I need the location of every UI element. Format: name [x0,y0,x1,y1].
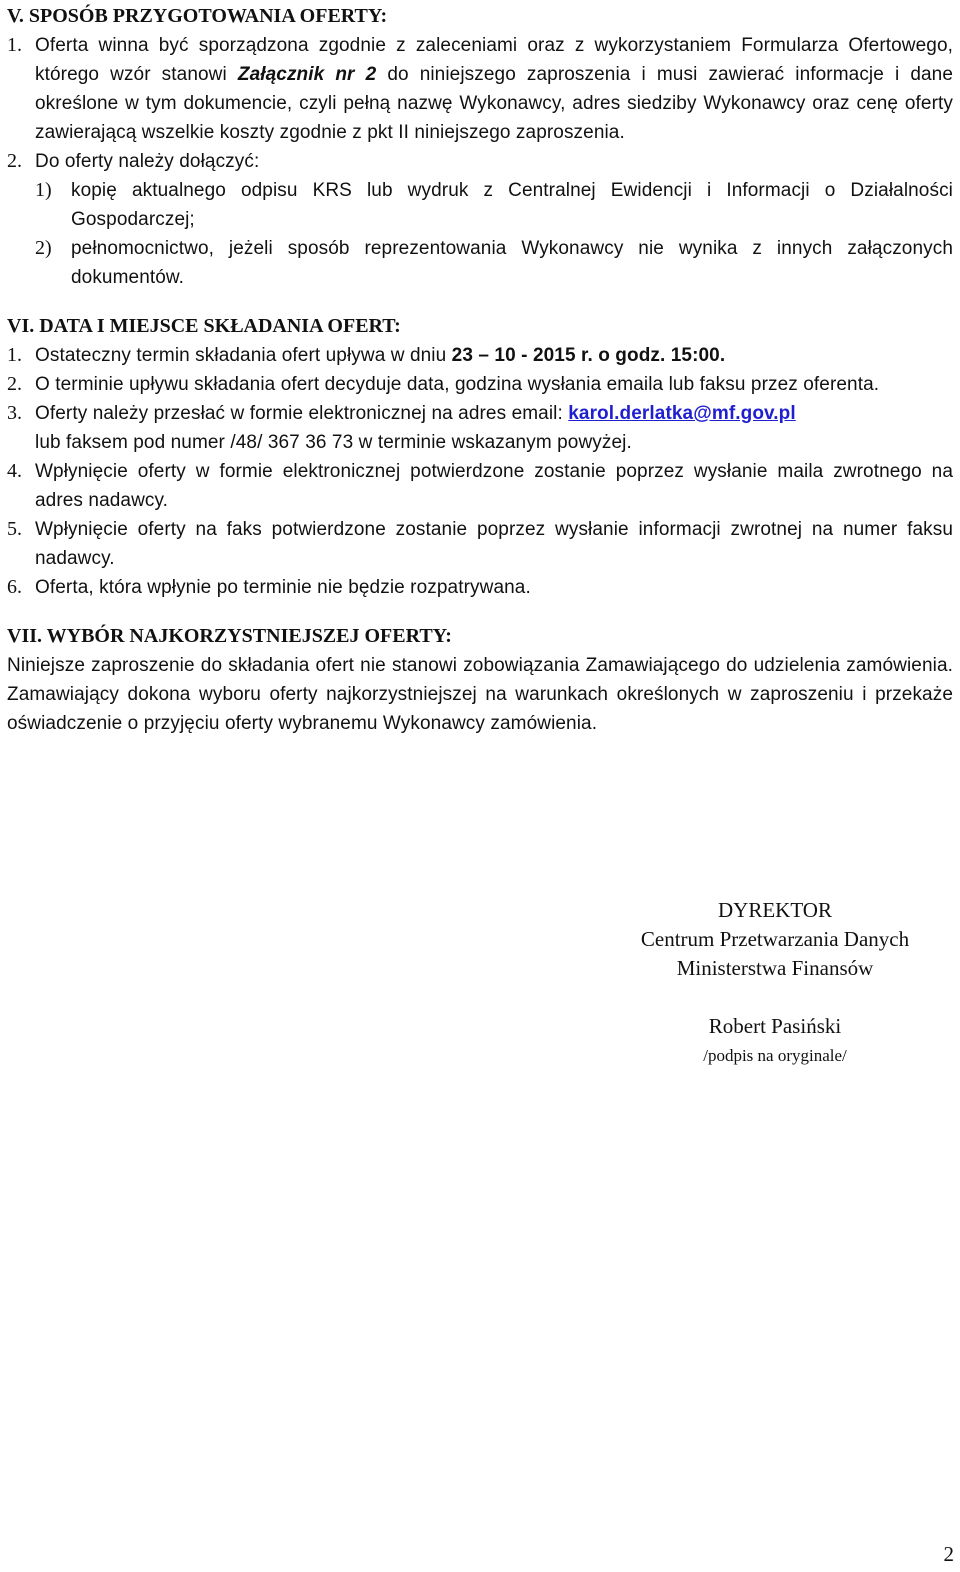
section-7-heading: VII. WYBÓR NAJKORZYSTNIEJSZEJ OFERTY: [7,625,452,647]
item-text: Oferta winna być sporządzona zgodnie z zaleceniami oraz z wykorzystaniem Formularza Ofertowego, którego wzór stanowi Załącznik nr 2 do niniejszego zaproszenia i musi zawierać informacje i dane określone w tym dokumencie, czyli pełną nazwę Wykonawcy, adres siedziby Wykonawcy oraz cenę oferty zawierającą wszelkie koszty zgodnie z pkt II niniejszego zaproszenia. [35,35,953,143]
section-6-item-5: 5. Wpłynięcie oferty na faks potwierdzone zostanie poprzez wysłanie informacji zwrotnej na numer faksu nadawcy. [7,518,953,569]
subitem-number: 2) [35,237,52,259]
signature-org-2: Ministerstwa Finansów [676,956,874,980]
section-5-item-1 [7,31,953,147]
item-number: 1. [7,34,22,56]
section-6-item-4: 4. Wpłynięcie oferty w formie elektronicznej potwierdzone zostanie poprzez wysłanie maila zwrotnego na adres nadawcy. [7,460,953,511]
subitem-number: 1) [35,179,52,201]
signature-org-1: Centrum Przetwarzania Danych [640,927,910,951]
item-number: 2. [7,150,22,172]
deadline: 23 – 10 - 2015 r. o godz. 15:00. [451,345,726,366]
section-6-heading: VI. DATA I MIEJSCE SKŁADANIA OFERT: [7,315,401,337]
signature-note: /podpis na oryginale/ [703,1046,847,1065]
section-7-text: Niniejsze zaproszenie do składania ofert nie stanowi zobowiązania Zamawiającego do udzielenia zamówienia. Zamawiający dokona wyboru oferty najkorzystniejszej na warunkach określonych w zaproszeniu i przekaże oświadczenie o przyjęciu oferty wybranemu Wykonawcy zamówienia. [7,655,953,734]
signature-name: Robert Pasiński [708,1014,842,1038]
document-page [7,2,953,738]
section-5-heading: V. SPOSÓB PRZYGOTOWANIA OFERTY: [7,5,388,27]
attachment-ref: Załącznik nr 2 [237,64,377,85]
item-text: Do oferty należy dołączyć: [35,151,260,172]
signature-title: DYREKTOR [718,898,832,922]
section-6-item-2: 2. O terminie upływu składania ofert decyduje data, godzina wysłania emaila lub faksu przez oferenta. [7,373,880,395]
email-link[interactable]: karol.derlatka@mf.gov.pl [568,403,796,424]
page-number: 2 [943,1542,954,1566]
subitem-text: kopię aktualnego odpisu KRS lub wydruk z Centralnej Ewidencji i Informacji o Działalności Gospodarczej; [71,180,953,230]
section-6-item-1: 1. Ostateczny termin składania ofert upływa w dniu 23 – 10 - 2015 r. o godz. 15:00. [7,344,726,366]
section-5-subitem-2 [35,234,953,292]
section-5-item-2 [7,147,953,176]
section-6-item-6: 6. Oferta, która wpłynie po terminie nie będzie rozpatrywana. [7,576,531,598]
section-5-subitem-1 [35,176,953,234]
section-6-item-3: 3. Oferty należy przesłać w formie elektronicznej na adres email: karol.derlatka@mf.gov.pl lub faksem pod numer /48/ 367 36 73 w terminie wskazanym powyżej. [7,402,796,453]
subitem-text: pełnomocnictwo, jeżeli sposób reprezentowania Wykonawcy nie wynika z innych załączonych dokumentów. [71,238,953,288]
